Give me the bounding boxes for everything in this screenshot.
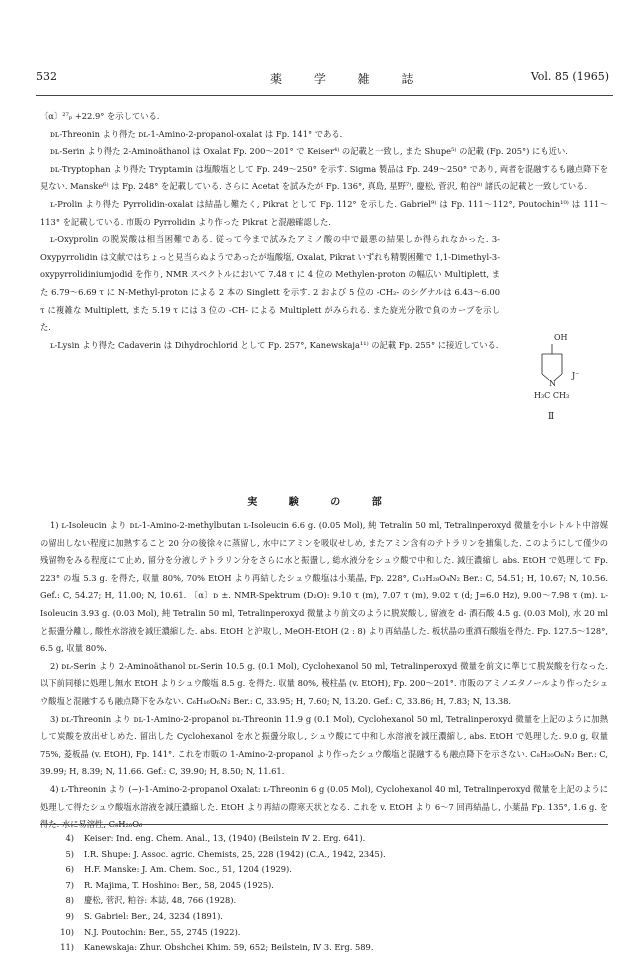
- reference-number: 4): [65, 833, 74, 843]
- reference-number: 9): [65, 910, 74, 921]
- reference-list: [40, 831, 608, 956]
- structure-diagram: [522, 332, 592, 404]
- reference-item: [40, 893, 608, 909]
- structure-methyls: H₃C CH₃: [534, 391, 570, 400]
- page-number: 532: [36, 70, 57, 83]
- reference-text: I.R. Shupe: J. Assoc. agric. Chemists, 25, 228 (1942) (C.A., 1942, 2345).: [84, 848, 386, 859]
- experiment-paragraph: 3) ᴅʟ-Threonin より ᴅʟ-1-Amino-2-propanol ᴅʟ-Threonin 11.9 g (0.1 Mol), Cyclohexanol 50 ml, Tetralinperoxyd 微量を上記のように加熱して炭酸を放出せしめた. 留出した Cyclohexanol を水と振盪分取し, シュウ酸にて中和し水溶液を減圧濃縮し, abs. EtOH で処理した. 9.0 g, 収量 75%, 菱板晶 (v. EtOH), Fp. 141°. これを市販の 1-Amino-2-propanol より作ったシュウ酸塩と混融するも融点降下を示さない. C₈H₂₀O₆N₂ Ber.: C, 39.99; H, 8.39; N, 11.66. Gef.: C, 39.90; H, 8.50; N, 11.61.: [40, 713, 608, 777]
- journal-title: 薬 学 雑 誌: [270, 72, 428, 86]
- reference-item: [40, 831, 608, 847]
- paragraph: 〔α〕²⁷ₚ +22.9° を示している.: [40, 111, 160, 121]
- reference-item: [40, 940, 608, 956]
- structure-oh: OH: [554, 333, 568, 342]
- reference-text: N.J. Poutochin: Ber., 55, 2745 (1922).: [84, 926, 241, 937]
- reference-number: 8): [65, 895, 74, 906]
- paragraph: ᴅʟ-Tryptophan より得た Tryptamin は塩酸塩として Fp. 249～250° を示す. Sigma 製品は Fp. 249～250° であり, 両者を混融するも融点降下を見ない. Manske⁶⁾ は Fp. 248° を記載している. さらに Acetat を試みたが Fp. 136°, 真島, 星野⁷⁾, 慶松, 菅沢, 粕谷⁸⁾ 諸氏の記載と一致している.: [40, 163, 608, 192]
- experiment-paragraph: 1) ʟ-Isoleucin より ᴅʟ-1-Amino-2-methylbutan ʟ-Isoleucin 6.6 g. (0.05 Mol), 純 Tetralin 50 ml, Tetralinperoxyd 微量を小レトルト中溶媒の留出しない程度に加熱すること 20 分の後徐々に蒸留し, 水中にアミンを吸収せしめ, またアミン含有のテトラリンを捕集した. このようにして僅少の残留物をみる程度にて止め, 留分を分液しテトラリン分をさらに水と振盪し, 総水液分をシュウ酸で中和した. 減圧濃縮し abs. EtOH で処理して Fp. 223° の塩 5.3 g. を得た, 収量 80%, 70% EtOH より再結したシュウ酸塩は小葉晶, Fp. 228°, C₁₂H₂₈O₄N₂ Ber.: C, 54.51; H, 10.67; N, 10.56. Gef.: C, 54.27; H, 11.00; N, 10.61. 〔α〕ᴅ ±. NMR-Spektrum (D₂O): 9.10 τ (m), 7.07 τ (m), 9.02 τ (d; J=6.0 Hz), 9.00～7.98 τ (m). ʟ-Isoleucin 3.93 g. (0.03 Mol), 純 Tetralin 50 ml, Tetralinperoxyd 微量より前文のように脱炭酸し, 留液を d- 酒石酸 4.5 g. (0.03 Mol), 水 20 ml と振盪分離し, 酸性水溶液を減圧濃縮した. abs. EtOH と沪取し, MeOH-EtOH (2 : 8) より再結晶した. 板状晶の重酒石酸塩を得た. Fp. 127.5～128°, 6.5 g, 収量 80%.: [40, 520, 608, 654]
- reference-item: [40, 909, 608, 925]
- reference-text: R. Majima, T. Hoshino: Ber., 58, 2045 (1925).: [84, 879, 274, 890]
- reference-number: 7): [65, 879, 74, 890]
- experiment-paragraph: 4) ʟ-Threonin より (−)-1-Amino-2-propanol Oxalat: ʟ-Threonin 6 g (0.05 Mol), Cyclohexanol 40 ml, Tetralinperoxyd 微量を上記のように処理して得たシュウ酸塩水溶液を減圧濃縮した. EtOH より再結の際寒天状となる. これを v. EtOH より 6～7 回再結晶し, 小葉晶 Fp. 135°, 1.6 g. を得た. 水に易溶性, C₈H₂₀O₆: [40, 783, 608, 830]
- reference-number: 10): [60, 926, 74, 937]
- reference-item: [40, 925, 608, 941]
- references: [40, 824, 608, 956]
- page-header: [0, 66, 643, 86]
- section-title: 実 験 の 部: [247, 497, 396, 508]
- reference-item: [40, 862, 608, 878]
- header-rule: [36, 95, 613, 96]
- paragraph: ᴅʟ-Serin より得た 2-Aminoäthanol は Oxalat Fp. 200～201° で Keiser⁴⁾ の記載と一致し, また Shupe⁵⁾ の記載 (Fp. 205°) にも近い.: [49, 146, 568, 157]
- structure-numeral: Ⅱ: [548, 412, 555, 422]
- experimental-text: [40, 517, 608, 834]
- reference-text: H.F. Manske: J. Am. Chem. Soc., 51, 1204 (1929).: [84, 864, 292, 875]
- volume-info: Vol. 85 (1965): [530, 70, 609, 83]
- chemical-structure: [522, 332, 592, 404]
- reference-number: 6): [65, 864, 74, 875]
- reference-text: 慶松, 菅沢, 粕谷: 本誌, 48, 766 (1928).: [84, 895, 237, 906]
- references-rule: [40, 824, 608, 825]
- paragraph: ʟ-Prolin より得た Pyrrolidin-oxalat は結晶し難たく, Pikrat として Fp. 112° を示した. Gabriel⁹⁾ は Fp. 111～112°, Poutochin¹⁰⁾ は 111～113° を記載している. 市販の Pyrrolidin より作った Pikrat と混融確認した.: [40, 198, 608, 227]
- reference-text: Keiser: Ind. eng. Chem. Anal., 13, (1940) (Beilstein Ⅳ 2. Erg. 641).: [84, 833, 366, 843]
- paragraph: ᴅʟ-Threonin より得た ᴅʟ-1-Amino-2-propanol-oxalat は Fp. 141° である.: [49, 128, 343, 139]
- reference-item: [40, 878, 608, 894]
- reference-number: 11): [60, 942, 74, 953]
- experiment-paragraph: 2) ᴅʟ-Serin より 2-Aminoäthanol ᴅʟ-Serin 10.5 g. (0.1 Mol), Cyclohexanol 50 ml, Tetralinperoxyd 微量を前文に準じて脱炭酸を行なった. 以下前同様に処理し無水 EtOH よりシュウ酸塩 8.5 g. を得た. 収量 80%, 稜柱晶 (v. EtOH), Fp. 200～201°. 市販のアミノエタノールより作ったシュウ酸塩と混融するも融点降下をみない. C₆H₁₆O₆N₂ Ber.: C, 33.95; H, 7.60; N, 13.20. Gef.: C, 33.86; H, 7.83; N, 13.38.: [40, 660, 608, 706]
- reference-text: Kanewskaja: Zhur. Obshchei Khim. 59, 652; Beilstein, Ⅳ 3. Erg. 589.: [84, 942, 374, 953]
- paragraph: ʟ-Oxyprolin の脱炭酸は相当困難である. 従って今まで試みたアミノ酸の中で最悪の結果しか得られなかった. 3-Oxypyrrolidin は文献ではちょっと見当らぬようであったが塩酸塩, Oxalat, Pikrat いずれも精製困難で 1,1-Dimethyl-3-oxypyrrolidiniumjodid を作り, NMR スペクトルにおいて 7.48 τ に 4 位の Methylen-proton の幅広い Multiplett, また 6.79～6.69 τ に N-Methyl-proton による 2 本の Singlett を示す. 2 および 5 位の -CH₂- のシグナルは 6.43～6.00 τ に複雑な Multiplett, また 5.19 τ には 3 位の -CH- による Multiplett がみられる. また旋光分散で負のカーブを示した.: [40, 234, 500, 333]
- structure-n: N: [549, 379, 556, 388]
- paragraph: ʟ-Lysin より得た Cadaverin は Dihydrochlorid として Fp. 257°, Kanewskaja¹¹⁾ の記載 Fp. 255° に接近している.: [49, 339, 499, 350]
- reference-item: [40, 847, 608, 863]
- reference-number: 5): [65, 848, 74, 859]
- discussion-text: [40, 108, 608, 354]
- reference-text: S. Gabriel: Ber., 24, 3234 (1891).: [84, 910, 223, 921]
- structure-iodide: J⁻: [572, 371, 580, 380]
